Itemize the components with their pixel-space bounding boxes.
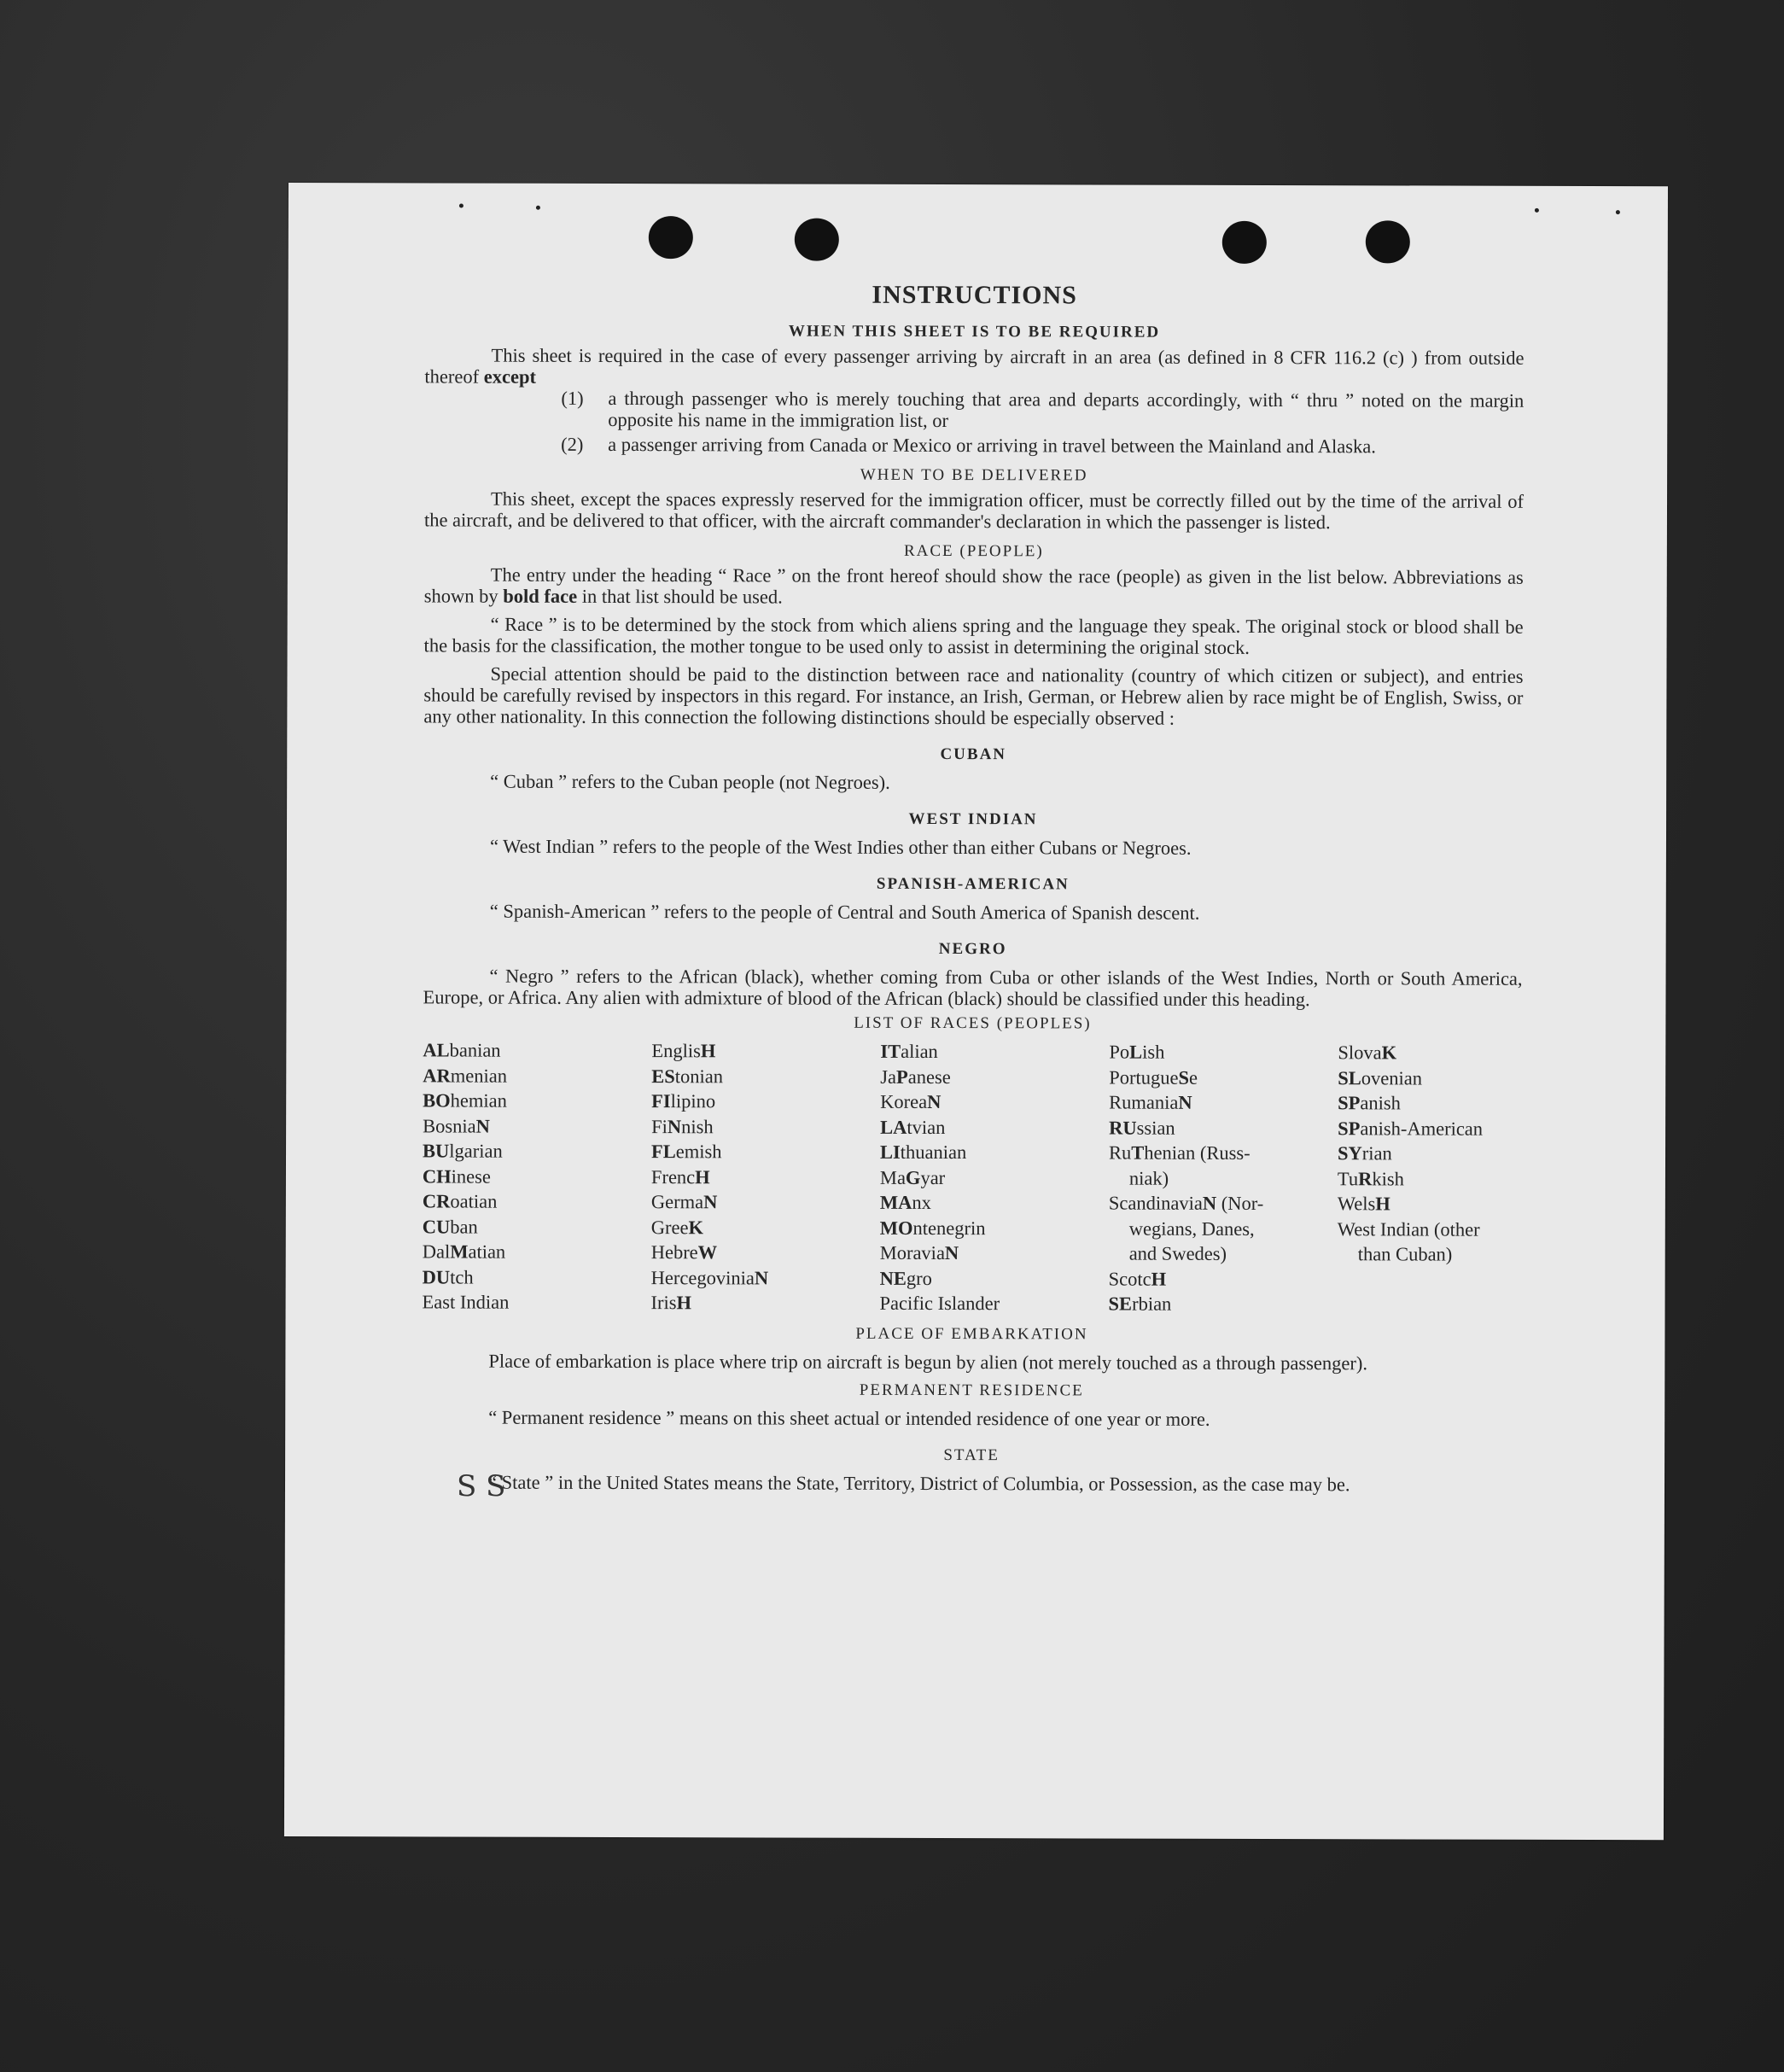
race-entry <box>651 1038 880 1064</box>
race-abbreviation: SL <box>1338 1066 1361 1089</box>
race-text: ish <box>1142 1041 1165 1063</box>
cuban-text: “ Cuban ” refers to the Cuban people (not Negroes). <box>490 770 890 793</box>
race-abbreviation: G <box>905 1166 921 1188</box>
race-entry <box>1109 1115 1338 1141</box>
race-text: Englis <box>651 1040 701 1062</box>
race-abbreviation: N <box>475 1115 490 1137</box>
race-entry <box>423 1264 651 1290</box>
race-abbreviation: N <box>667 1115 682 1137</box>
race-text: yar <box>920 1166 946 1188</box>
race-abbreviation: W <box>697 1241 718 1264</box>
race-abbreviation: NE <box>879 1267 907 1289</box>
race-text: alian <box>901 1040 938 1062</box>
race-entry <box>1338 1191 1522 1217</box>
when-delivered-text: This sheet, except the spaces expressly reserved for the immigration officer, must be correctly filled out by the time of the arrival of the aircraft, and be delivered to that officer, with the aircraft commander's declaration in which the passenger is listed. <box>423 487 1525 534</box>
item-number: (2) <box>561 433 584 455</box>
race-abbreviation: N <box>927 1090 942 1113</box>
race-abbreviation: FL <box>650 1141 676 1163</box>
race-entry <box>1338 1141 1522 1166</box>
race-entry <box>423 1164 651 1189</box>
race-entry <box>880 1039 1109 1065</box>
race-abbreviation: H <box>700 1040 716 1062</box>
race-text: henian (Russ- <box>1144 1141 1251 1164</box>
race-entry <box>880 1064 1109 1089</box>
punch-hole <box>1366 220 1410 263</box>
race-entry <box>1338 1241 1522 1267</box>
race-text: and Swedes) <box>1128 1242 1227 1264</box>
race-text: ban <box>450 1215 478 1238</box>
race-abbreviation: BU <box>422 1140 450 1162</box>
race-abbreviation: AR <box>423 1064 451 1087</box>
permanent-residence-text: “ Permanent residence ” means on this sheet actual or intended residence of one year or more. <box>488 1406 1210 1430</box>
race-text: ntenegrin <box>912 1217 986 1239</box>
race-text: anese <box>907 1065 951 1088</box>
race-entry <box>651 1139 880 1164</box>
race-abbreviation: LA <box>880 1116 907 1138</box>
race-entry <box>1338 1065 1522 1091</box>
race-entry <box>880 1215 1109 1240</box>
race-text: Scandinavia <box>1108 1192 1203 1214</box>
race-text: anish-American <box>1360 1117 1484 1140</box>
race-abbreviation: K <box>1381 1042 1397 1064</box>
race-text: Scotc <box>1108 1268 1151 1290</box>
race-text: Iris <box>650 1292 677 1314</box>
race-abbreviation: N <box>754 1266 769 1288</box>
race-entry <box>423 1239 651 1264</box>
race-text: inese <box>451 1165 491 1188</box>
list-of-races <box>423 1037 1523 1317</box>
race-text: tonian <box>674 1065 724 1087</box>
race-abbreviation: M <box>450 1240 469 1263</box>
section-heading-state: STATE <box>943 1445 1000 1464</box>
race-abbreviation: AL <box>423 1039 450 1061</box>
punch-hole <box>1222 221 1267 264</box>
race-text: Rumania <box>1109 1091 1179 1113</box>
race-text: lgarian <box>449 1140 503 1162</box>
race-entry <box>1109 1292 1338 1317</box>
race-text: Moravia <box>879 1241 945 1264</box>
race-text: than Cuban) <box>1357 1243 1453 1265</box>
race-text: oatian <box>450 1190 498 1212</box>
race-abbreviation: H <box>676 1292 692 1314</box>
race-entry <box>423 1037 651 1063</box>
race-p1-text: The entry under the heading “ Race ” on the front hereof should show the race (people) as given in the list below. Abbreviations as shown by <box>423 563 1524 607</box>
race-column <box>1338 1040 1523 1317</box>
race-abbreviation: T <box>1131 1141 1145 1164</box>
race-text: Wels <box>1337 1193 1376 1215</box>
race-text: nx <box>912 1191 931 1213</box>
race-paragraph-1 <box>424 563 1524 609</box>
race-entry <box>423 1138 651 1164</box>
race-abbreviation: SP <box>1338 1092 1361 1114</box>
race-text: Fi <box>651 1115 668 1137</box>
race-entry <box>1109 1141 1338 1166</box>
race-text: tvian <box>907 1116 946 1138</box>
race-abbreviation: H <box>1151 1268 1167 1290</box>
race-text: Germa <box>650 1191 704 1213</box>
speck <box>459 204 463 208</box>
race-text: niak) <box>1128 1167 1169 1189</box>
race-entry <box>1338 1116 1522 1141</box>
race-abbreviation: BO <box>423 1089 451 1112</box>
race-text: Ma <box>879 1166 906 1188</box>
item-text: a through passenger who is merely touching that area and departs accordingly, with “ thru ” noted on the margin opposite his name in the immigration list, or <box>608 387 1525 432</box>
race-text: Frenc <box>650 1165 696 1188</box>
race-text: Korea <box>880 1090 928 1112</box>
race-entry <box>880 1164 1109 1190</box>
section-heading-west-indian: WEST INDIAN <box>908 809 1038 829</box>
race-text: Hebre <box>650 1241 698 1264</box>
race-text: hemian <box>450 1089 507 1112</box>
race-text: Dal <box>422 1240 451 1263</box>
race-entry <box>423 1289 651 1315</box>
race-entry <box>1338 1217 1522 1242</box>
race-abbreviation: R <box>1358 1167 1373 1189</box>
race-entry <box>1109 1216 1338 1241</box>
page-title: INSTRUCTIONS <box>872 280 1077 310</box>
race-entry <box>880 1114 1109 1140</box>
exception-item-1 <box>424 387 1524 432</box>
race-entry <box>880 1240 1109 1266</box>
when-required-intro <box>424 344 1524 389</box>
race-text: ssian <box>1136 1117 1175 1139</box>
race-text: Hercegovinia <box>650 1266 755 1288</box>
section-heading-permanent-residence: PERMANENT RESIDENCE <box>859 1380 1084 1399</box>
state-text: “ State ” in the United States means the State, Territory, District of Columbia, or Possession, as the case may be. <box>487 1471 1350 1495</box>
race-text: anish <box>1360 1092 1401 1114</box>
instruction-sheet <box>284 183 1668 1840</box>
race-entry <box>651 1089 880 1114</box>
race-text: tch <box>450 1265 474 1288</box>
race-abbreviation: SY <box>1337 1142 1362 1164</box>
race-text: atian <box>468 1240 506 1263</box>
section-heading-negro: NEGRO <box>938 939 1007 959</box>
race-abbreviation: CU <box>422 1215 451 1237</box>
race-entry <box>880 1140 1109 1165</box>
race-text: Bosnia <box>423 1114 476 1137</box>
race-text: East Indian <box>422 1291 510 1313</box>
intro-bold: except <box>483 365 537 388</box>
race-abbreviation: N <box>703 1191 718 1213</box>
race-text: Gree <box>650 1216 689 1238</box>
race-text: emish <box>675 1141 722 1163</box>
race-entry <box>651 1189 880 1215</box>
race-text: (Nor- <box>1216 1192 1264 1214</box>
race-abbreviation: P <box>895 1065 908 1088</box>
spanish-american-text: “ Spanish-American ” refers to the people of Central and South America of Spanish descent. <box>489 900 1200 924</box>
race-p1-text-end: in that list should be used. <box>577 585 783 608</box>
race-abbreviation: DU <box>422 1265 451 1287</box>
race-abbreviation: FI <box>651 1090 671 1112</box>
race-column <box>880 1039 1110 1316</box>
race-abbreviation: MA <box>879 1191 912 1213</box>
race-entry <box>1109 1040 1338 1065</box>
race-abbreviation: SE <box>1108 1293 1133 1315</box>
race-abbreviation: N <box>1178 1091 1192 1113</box>
race-entry <box>423 1063 651 1089</box>
section-heading-when-required: WHEN THIS SHEET IS TO BE REQUIRED <box>788 322 1161 341</box>
section-heading-race: RACE (PEOPLE) <box>903 541 1044 561</box>
race-abbreviation: N <box>1202 1192 1217 1214</box>
race-text: rbian <box>1132 1293 1172 1315</box>
race-entry <box>880 1089 1109 1115</box>
speck <box>536 206 540 210</box>
race-p1-bold: bold face <box>503 585 578 607</box>
race-entry <box>1109 1266 1338 1292</box>
race-entry <box>1109 1165 1338 1191</box>
race-text: Po <box>1109 1041 1130 1063</box>
race-entry <box>1109 1065 1338 1090</box>
race-entry <box>651 1164 880 1190</box>
race-text: e <box>1188 1066 1198 1089</box>
speck <box>1616 210 1620 214</box>
race-entry <box>1338 1166 1522 1192</box>
race-entry <box>651 1114 880 1140</box>
race-abbreviation: ES <box>651 1065 675 1087</box>
race-text: West Indian (other <box>1337 1217 1480 1240</box>
race-entry <box>880 1291 1109 1316</box>
race-entry <box>1109 1191 1338 1217</box>
negro-text: “ Negro ” refers to the African (black), whether coming from Cuba or other islands of the West Indies, North or South America, Europe, or Africa. Any alien with admixture of blood of the African (black) should be classified under this heading. <box>423 965 1523 1011</box>
race-abbreviation: L <box>1129 1041 1143 1063</box>
race-text: Ru <box>1108 1141 1132 1164</box>
race-entry <box>423 1188 651 1214</box>
instructions-content <box>422 277 1525 1495</box>
race-text: Tu <box>1337 1167 1359 1189</box>
place-of-embarkation-text: Place of embarkation is place where trip on aircraft is begun by alien (not merely touched as a through passenger). <box>488 1350 1368 1374</box>
section-heading-cuban: CUBAN <box>940 745 1007 764</box>
race-entry <box>880 1265 1109 1291</box>
race-text: nish <box>681 1115 714 1137</box>
race-abbreviation: RU <box>1109 1117 1137 1139</box>
race-entry <box>1109 1241 1338 1267</box>
west-indian-text: “ West Indian ” refers to the people of the West Indies other than either Cubans or Negroes. <box>489 835 1192 859</box>
race-abbreviation: LI <box>879 1141 901 1163</box>
race-text: thuanian <box>900 1141 967 1164</box>
race-text: banian <box>449 1039 501 1061</box>
section-heading-spanish-american: SPANISH-AMERICAN <box>876 874 1070 894</box>
race-text: gro <box>906 1267 932 1289</box>
handwritten-mark: S S <box>457 1469 506 1503</box>
section-heading-list-of-races: LIST OF RACES (PEOPLES) <box>854 1013 1092 1033</box>
race-text: kish <box>1372 1167 1404 1189</box>
race-entry <box>423 1214 651 1240</box>
race-entry <box>651 1215 880 1240</box>
section-heading-when-delivered: WHEN TO BE DELIVERED <box>860 465 1088 485</box>
race-entry <box>1338 1040 1522 1065</box>
race-abbreviation: IT <box>880 1040 901 1062</box>
section-heading-place-of-embarkation: PLACE OF EMBARKATION <box>855 1324 1088 1343</box>
race-entry <box>651 1064 880 1089</box>
race-abbreviation: N <box>944 1242 959 1264</box>
race-text: Portugue <box>1109 1066 1179 1089</box>
race-abbreviation: SP <box>1338 1117 1361 1139</box>
race-entry <box>651 1240 880 1265</box>
race-abbreviation: H <box>1375 1193 1390 1215</box>
race-text: Slova <box>1338 1042 1382 1064</box>
race-text: Pacific Islander <box>879 1292 1000 1315</box>
race-entry <box>423 1088 651 1113</box>
race-text: lipino <box>670 1090 716 1112</box>
race-abbreviation: MO <box>879 1217 913 1239</box>
punch-hole <box>649 216 693 259</box>
race-text: menian <box>450 1065 508 1087</box>
race-entry <box>651 1265 880 1291</box>
race-abbreviation: CR <box>422 1190 451 1212</box>
race-entry <box>423 1113 651 1139</box>
race-column <box>1109 1040 1338 1317</box>
race-paragraph-2: “ Race ” is to be determined by the stock from which aliens spring and the language they speak. The original stock or blood shall be the basis for the classification, the mother tongue to be used only to assist in determining the original stock. <box>423 613 1524 658</box>
race-column <box>651 1038 881 1316</box>
race-abbreviation: CH <box>422 1164 452 1188</box>
race-entry <box>1338 1090 1522 1116</box>
race-abbreviation: H <box>695 1165 710 1188</box>
race-column <box>423 1037 652 1315</box>
race-abbreviation: S <box>1178 1066 1190 1089</box>
race-text: wegians, Danes, <box>1128 1217 1255 1240</box>
race-entry <box>1109 1090 1338 1116</box>
race-entry <box>880 1190 1109 1216</box>
race-entry <box>651 1290 880 1316</box>
punch-hole <box>795 219 839 261</box>
race-text: ovenian <box>1361 1066 1423 1089</box>
race-abbreviation: K <box>688 1216 704 1238</box>
exception-item-2 <box>424 433 1524 457</box>
item-text: a passenger arriving from Canada or Mexico or arriving in travel between the Mainland and Alaska. <box>608 433 1376 458</box>
speck <box>1535 208 1539 213</box>
race-paragraph-3: Special attention should be paid to the distinction between race and nationality (country of which citizen or subject), and entries should be carefully revised by inspectors in this regard. For instance, an Irish, German, or Hebrew alien by race might be of English, Swiss, or any other nationality. In this connection the following distinctions should be especially observed : <box>423 662 1524 729</box>
race-text: rian <box>1361 1142 1392 1164</box>
intro-text: This sheet is required in the case of every passenger arriving by aircraft in an area (as defined in 8 CFR 116.2 (c) ) from outside thereof <box>424 344 1525 388</box>
item-number: (1) <box>561 387 584 409</box>
race-text: Ja <box>880 1065 897 1088</box>
